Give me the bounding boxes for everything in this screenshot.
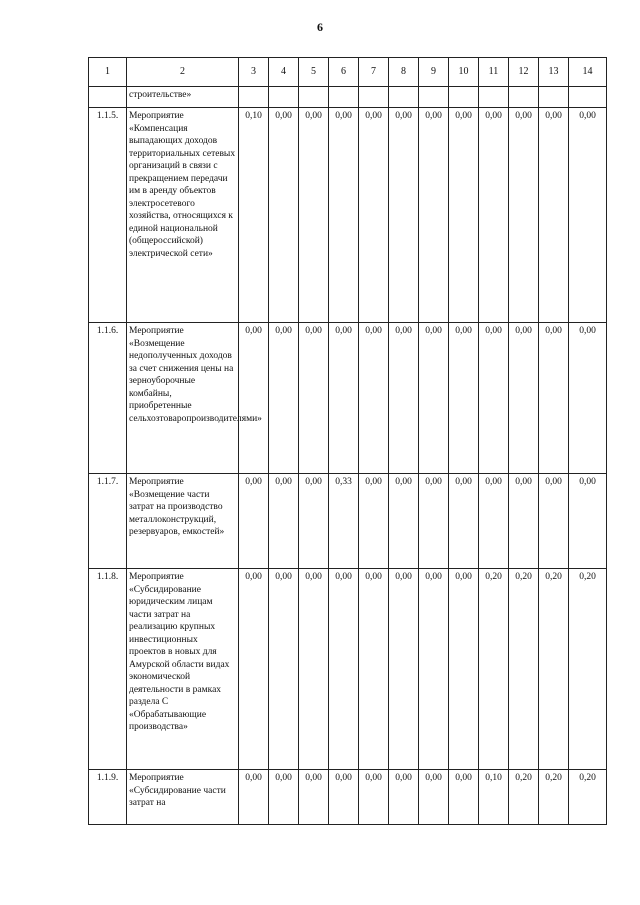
header-cell: 9: [419, 58, 449, 87]
value-cell: 0,00: [449, 323, 479, 474]
table-row: [89, 323, 607, 474]
value-cell: 0,20: [509, 770, 539, 825]
header-cell: 7: [359, 58, 389, 87]
value-cell: 0,00: [569, 108, 607, 323]
value-cell: 0,00: [509, 108, 539, 323]
value-cell: 0,00: [359, 474, 389, 569]
value-cell: 0,00: [239, 770, 269, 825]
value-cell: 0,00: [269, 474, 299, 569]
value-cell: 0,00: [329, 108, 359, 323]
value-cell: [269, 87, 299, 108]
value-cell: 0,00: [419, 569, 449, 770]
value-cell: [449, 87, 479, 108]
value-cell: 0,00: [239, 569, 269, 770]
value-cell: 0,20: [569, 770, 607, 825]
value-cell: 0,00: [269, 770, 299, 825]
header-row: [89, 58, 607, 87]
row-number: 1.1.5.: [89, 108, 127, 323]
value-cell: 0,10: [479, 770, 509, 825]
number-cell: [89, 87, 127, 108]
header-cell: 8: [389, 58, 419, 87]
value-cell: 0,00: [449, 474, 479, 569]
header-cell: 1: [89, 58, 127, 87]
table-row: [89, 770, 607, 825]
value-cell: 0,00: [359, 770, 389, 825]
page-number: 6: [317, 20, 323, 34]
header-cell: 3: [239, 58, 269, 87]
row-description: Мероприятие «Субсидирование части затрат на: [127, 770, 239, 825]
value-cell: 0,00: [449, 569, 479, 770]
header-cell: 13: [539, 58, 569, 87]
row-description: Мероприятие «Возмещение недополученных доходов за счет снижения цены на зерноуборочные комбайны, приобретенные сельхозтоваропроизводителями»: [127, 323, 239, 474]
value-cell: 0,00: [269, 569, 299, 770]
value-cell: [299, 87, 329, 108]
value-cell: 0,00: [359, 323, 389, 474]
table-row: [89, 108, 607, 323]
value-cell: 0,00: [479, 474, 509, 569]
value-cell: 0,00: [449, 108, 479, 323]
continuation-text: строительстве»: [127, 87, 239, 108]
value-cell: 0,00: [419, 323, 449, 474]
table-row: [89, 474, 607, 569]
value-cell: 0,20: [539, 569, 569, 770]
table-row: [89, 569, 607, 770]
value-cell: 0,00: [569, 323, 607, 474]
value-cell: 0,20: [539, 770, 569, 825]
value-cell: [419, 87, 449, 108]
value-cell: [389, 87, 419, 108]
value-cell: 0,00: [299, 569, 329, 770]
value-cell: 0,00: [539, 474, 569, 569]
value-cell: 0,00: [239, 474, 269, 569]
value-cell: 0,00: [359, 108, 389, 323]
value-cell: 0,00: [419, 770, 449, 825]
value-cell: [329, 87, 359, 108]
value-cell: 0,00: [509, 474, 539, 569]
value-cell: 0,00: [389, 569, 419, 770]
row-number: 1.1.8.: [89, 569, 127, 770]
row-number: 1.1.9.: [89, 770, 127, 825]
row-description: Мероприятие «Субсидирование юридическим лицам части затрат на реализацию крупных инвестиционных проектов в новых для Амурской области видах экономической деятельности в рамках раздела С «Обрабатывающие производства»: [127, 569, 239, 770]
value-cell: 0,20: [479, 569, 509, 770]
value-cell: 0,00: [569, 474, 607, 569]
value-cell: 0,00: [389, 323, 419, 474]
value-cell: 0,00: [389, 474, 419, 569]
header-cell: 12: [509, 58, 539, 87]
value-cell: 0,00: [479, 323, 509, 474]
value-cell: 0,00: [299, 108, 329, 323]
value-cell: 0,00: [269, 108, 299, 323]
value-cell: 0,33: [329, 474, 359, 569]
value-cell: 0,00: [359, 569, 389, 770]
value-cell: 0,00: [449, 770, 479, 825]
value-cell: 0,00: [419, 474, 449, 569]
value-cell: 0,00: [239, 323, 269, 474]
header-cell: 5: [299, 58, 329, 87]
value-cell: 0,00: [539, 323, 569, 474]
value-cell: [239, 87, 269, 108]
value-cell: 0,00: [509, 323, 539, 474]
value-cell: 0,20: [509, 569, 539, 770]
value-cell: 0,00: [329, 770, 359, 825]
value-cell: 0,20: [569, 569, 607, 770]
value-cell: 0,00: [329, 323, 359, 474]
value-cell: [479, 87, 509, 108]
value-cell: 0,00: [389, 108, 419, 323]
value-cell: [569, 87, 607, 108]
value-cell: 0,00: [419, 108, 449, 323]
value-cell: [539, 87, 569, 108]
header-cell: 6: [329, 58, 359, 87]
value-cell: 0,10: [239, 108, 269, 323]
value-cell: [359, 87, 389, 108]
value-cell: 0,00: [539, 108, 569, 323]
continuation-row: [89, 87, 607, 108]
header-cell: 4: [269, 58, 299, 87]
row-description: Мероприятие «Возмещение части затрат на производство металлоконструкций, резервуаров, емкостей»: [127, 474, 239, 569]
header-cell: 14: [569, 58, 607, 87]
row-description: Мероприятие «Компенсация выпадающих доходов территориальных сетевых организаций в связи с прекращением передачи им в аренду объектов электросетевого хозяйства, относящихся к единой национальной (общероссийской) электрической сети»: [127, 108, 239, 323]
value-cell: 0,00: [329, 569, 359, 770]
header-cell: 11: [479, 58, 509, 87]
value-cell: [509, 87, 539, 108]
value-cell: 0,00: [299, 770, 329, 825]
value-cell: 0,00: [299, 474, 329, 569]
header-cell: 10: [449, 58, 479, 87]
value-cell: 0,00: [479, 108, 509, 323]
data-table: [88, 57, 607, 825]
value-cell: 0,00: [299, 323, 329, 474]
value-cell: 0,00: [389, 770, 419, 825]
header-cell: 2: [127, 58, 239, 87]
value-cell: 0,00: [269, 323, 299, 474]
row-number: 1.1.7.: [89, 474, 127, 569]
row-number: 1.1.6.: [89, 323, 127, 474]
